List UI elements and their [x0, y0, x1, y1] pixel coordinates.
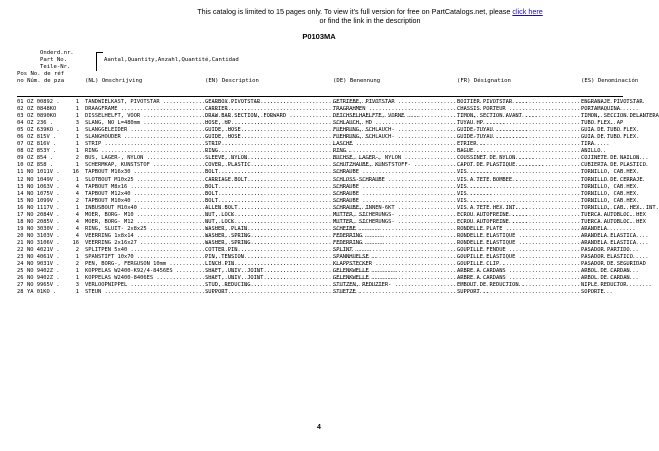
- table-row: [17, 190, 640, 198]
- cell-fr: VIS A TETE HEX INT. .....: [457, 205, 579, 212]
- cell-de: GELENKWELLE .....: [333, 275, 455, 282]
- table-row: [17, 226, 627, 233]
- table-row: [17, 246, 630, 254]
- cell-nl: MOER, BORG- M10 .....: [85, 212, 203, 219]
- table-row: [17, 211, 646, 219]
- cell-qty: 1: [75, 162, 79, 169]
- cell-no: OZ 854 .: [27, 155, 53, 162]
- cell-fr: GUIDE-TUYAU .....: [457, 127, 579, 134]
- cell-qty: 2: [75, 197, 79, 204]
- cell-nl: MOER, BORG- M12 .....: [85, 219, 203, 226]
- cell-fr: ECROU AUTOFREINE .....: [457, 219, 579, 226]
- cell-qty: 1: [75, 113, 79, 120]
- cell-qty: 4: [75, 211, 79, 218]
- cell-pos: 21: [17, 239, 24, 246]
- cell-en: BOLT .....: [205, 184, 331, 191]
- cell-en: COVER, PLASTIC .....: [205, 162, 331, 169]
- cell-en: NUT, LOCK .....: [205, 212, 331, 219]
- cell-pos: 11: [17, 169, 24, 176]
- cell-es: GUIA DE TUBO FLEX.: [581, 134, 640, 141]
- cell-no: NO 1049V .: [27, 176, 60, 183]
- cell-nl: TAPBOUT M10x40 .....: [85, 198, 203, 205]
- table-row: [17, 99, 643, 106]
- cell-de: GELENKWELLE .....: [333, 268, 455, 275]
- cell-de: FEDERRING .....: [333, 233, 455, 240]
- cell-no: NO 1011V .: [27, 169, 60, 176]
- cell-en: CARRIER .....: [205, 106, 331, 113]
- cell-es: ARANDELA: [581, 225, 607, 232]
- cell-en: SHAFT, UNIV. JOINT .....: [205, 275, 331, 282]
- cell-nl: VEERRING 2x16x27 .....: [85, 240, 203, 247]
- cell-qty: 1: [75, 204, 79, 211]
- cell-fr: ARBRE A CARDANS .....: [457, 275, 579, 282]
- quantity-header: Aantal,Quantity,Anzahl,Quantité,Cantidad: [104, 57, 239, 63]
- cell-nl: PEN, BORG-, FERGUSON 10mm .....: [85, 261, 203, 268]
- cell-nl: STRIP .....: [85, 141, 203, 148]
- cell-qty: 1: [75, 106, 79, 113]
- table-row: [17, 254, 633, 261]
- cell-fr: GOUPILLE FENDUE .....: [457, 247, 579, 254]
- cell-de: SCHRAUBE .....: [333, 198, 455, 205]
- column-header-es: (ES) Denominación: [581, 78, 639, 84]
- cell-pos: 18: [17, 218, 24, 225]
- table-row: [17, 127, 640, 134]
- cell-en: SHAFT, UNIV. JOINT .....: [205, 268, 331, 275]
- cell-de: FUEHRUNG, SCHLAUCH- .....: [333, 134, 455, 141]
- page-number: 4: [317, 424, 321, 431]
- cell-fr: VIS .....: [457, 169, 579, 176]
- cell-es: TORNILLO, CAB.HEX.: [581, 183, 640, 190]
- cell-nl: DISSELHELFT, VOOR .....: [85, 113, 203, 120]
- cell-de: KLAPPSTECKER .....: [333, 261, 455, 268]
- cell-nl: SLOTBOUT M10x25 .....: [85, 177, 203, 184]
- table-row: [17, 162, 646, 169]
- cell-es: TORNILLO, CAB.HEX.: [581, 169, 640, 176]
- cell-en: HOSE, HP .....: [205, 120, 331, 127]
- cell-pos: 12: [17, 176, 24, 183]
- cell-qty: 1: [75, 176, 79, 183]
- cell-es: TORNILLO DE CERRAJE: [581, 176, 643, 183]
- cell-es: SOPORTE: [581, 289, 604, 296]
- cell-fr: GOUPILLE ELASTIQUE .....: [457, 254, 579, 261]
- header-label-5: no Núm. de pza: [17, 78, 65, 84]
- cell-no: NO 9965V .: [27, 282, 60, 289]
- cell-no: OZ 816V .: [27, 141, 57, 148]
- cell-en: COTTER PIN .....: [205, 247, 331, 254]
- cell-pos: 03: [17, 113, 24, 120]
- cell-en: GEARBOX PIVOTSTAR .....: [205, 99, 331, 106]
- cell-qty: 4: [75, 225, 79, 232]
- cell-en: RING .....: [205, 148, 331, 155]
- cell-qty: 2: [75, 261, 79, 268]
- cell-en: BOLT .....: [205, 198, 331, 205]
- cell-pos: 04: [17, 120, 24, 127]
- cell-nl: SCHERMKAP, KUNSTSTOF .....: [85, 162, 203, 169]
- table-row: [17, 218, 646, 226]
- parts-table: [17, 99, 659, 296]
- cell-es: TIRA: [581, 141, 594, 148]
- table-row: [17, 289, 627, 296]
- table-row: [17, 268, 630, 275]
- cell-pos: 10: [17, 162, 24, 169]
- table-row: [17, 148, 627, 155]
- cell-no: OZ 815V .: [27, 134, 57, 141]
- table-row: [17, 183, 640, 191]
- cell-de: SCHLAUCH, HD .....: [333, 120, 455, 127]
- column-header-nl: (NL) Omschrijving: [85, 78, 143, 84]
- cell-nl: SLANGGELEIDER .....: [85, 127, 203, 134]
- cell-qty: 2: [75, 155, 79, 162]
- cell-pos: 27: [17, 282, 24, 289]
- cell-qty: 1: [75, 99, 79, 105]
- cell-pos: 19: [17, 225, 24, 232]
- cell-no: NO 3106V .: [27, 239, 60, 246]
- cell-fr: SUPPORT .....: [457, 289, 579, 296]
- cell-pos: 14: [17, 190, 24, 197]
- table-row: [17, 232, 637, 240]
- cell-no: NO 3103V .: [27, 232, 60, 239]
- cell-nl: SPLITPEN 5x40 .....: [85, 247, 203, 254]
- cell-qty: 2: [75, 246, 79, 253]
- cell-de: STUETZE .....: [333, 289, 455, 296]
- cell-pos: 07: [17, 141, 24, 148]
- cell-nl: TAPBOUT M16x30 .....: [85, 169, 203, 176]
- cell-qty: 4: [75, 183, 79, 190]
- cell-en: LINCH PIN .....: [205, 261, 331, 268]
- cell-pos: 02: [17, 106, 24, 113]
- cell-no: OZ 0890KO: [27, 113, 57, 120]
- cell-en: SUPPORT .....: [205, 289, 331, 296]
- cell-de: SPLINT .....: [333, 247, 455, 254]
- cell-de: GETRIEBE, PIVOTSTAR .....: [333, 99, 455, 106]
- cell-es: ANILLO: [581, 148, 601, 155]
- cell-nl: BUS, LAGER-, NYLON .....: [85, 155, 203, 162]
- cell-fr: CHASSIS PORTEUR .....: [457, 106, 579, 113]
- cell-fr: BOITIER PIVOTSTAR .....: [457, 99, 579, 106]
- cell-nl: INBUSBOUT M10x40 .....: [85, 205, 203, 212]
- cell-de: SCHRAUBE .....: [333, 184, 455, 191]
- cell-pos: 16: [17, 204, 24, 211]
- cell-de: SCHRAUBE .....: [333, 169, 455, 176]
- cell-fr: BAGUE .....: [457, 148, 579, 155]
- cell-no: NO 1063V .: [27, 183, 60, 190]
- cell-no: NO 1099V .: [27, 197, 60, 204]
- cell-es: ARBOL DE CARDAN: [581, 268, 630, 275]
- cell-en: BOLT .....: [205, 169, 331, 176]
- cell-es: TIMON, SECCION DELANTERA: [581, 113, 659, 120]
- cell-no: NO 3030V .: [27, 225, 60, 232]
- cell-de: BUCHSE, LAGER-, NYLON .....: [333, 155, 455, 162]
- cell-qty: 1: [75, 127, 79, 134]
- cell-en: GUIDE, HOSE .....: [205, 134, 331, 141]
- cell-no: NO 2084V .: [27, 211, 60, 218]
- quantity-bracket: [96, 52, 103, 71]
- cell-fr: TIMON, SECTION AVANT .....: [457, 113, 579, 120]
- cell-qty: 3: [75, 120, 79, 127]
- cell-de: SCHLOSS-SCHRAUBE .....: [333, 177, 455, 184]
- cell-pos: 05: [17, 127, 24, 134]
- cell-es: TUERCA AUTOBLOC. HEX: [581, 218, 646, 225]
- cell-no: NO 4061V .: [27, 254, 60, 261]
- cell-pos: 17: [17, 211, 24, 218]
- cell-es: PASADOR DE SEGURIDAD: [581, 261, 646, 268]
- cell-en: STUD, REDUCING .....: [205, 282, 331, 289]
- cell-en: WASHER, PLAIN .....: [205, 226, 331, 233]
- cell-pos: 26: [17, 275, 24, 282]
- cell-pos: 15: [17, 197, 24, 204]
- cell-qty: 1: [75, 254, 79, 261]
- cell-qty: 3: [75, 282, 79, 289]
- cell-es: PORTAMAQUINA: [581, 106, 620, 113]
- cell-nl: TAPBOUT M8x16 .....: [85, 184, 203, 191]
- table-row: [17, 113, 659, 120]
- table-row: [17, 239, 637, 247]
- cell-pos: 20: [17, 232, 24, 239]
- cell-de: FEDERRING .....: [333, 240, 455, 247]
- cell-en: PIN, TENSION .....: [205, 254, 331, 261]
- table-row: [17, 282, 627, 289]
- cell-es: GUIA DE TUBO FLEX.: [581, 127, 640, 134]
- cell-en: GUIDE, HOSE .....: [205, 127, 331, 134]
- cell-fr: GOUPILLE CLIP .....: [457, 261, 579, 268]
- cell-de: MUTTER, SICHERUNGS- .....: [333, 219, 455, 226]
- cell-qty: 1: [75, 289, 79, 296]
- cell-no: NO 1117V .: [27, 204, 60, 211]
- cell-fr: TUYAU HP .....: [457, 120, 579, 127]
- cell-es: TORNILLO, CAB.HEX.: [581, 190, 640, 197]
- cell-no: YA 01KO .: [27, 289, 57, 296]
- cell-en: WASHER, SPRING .....: [205, 233, 331, 240]
- table-row: [17, 275, 630, 282]
- cell-pos: 13: [17, 183, 24, 190]
- cell-fr: VIS .....: [457, 191, 579, 198]
- cell-fr: GUIDE-TUYAU .....: [457, 134, 579, 141]
- trial-banner-text: This catalog is limited to 15 pages only. To view it's full version for free on PartCatalogs.net, please: [197, 7, 511, 16]
- cell-fr: RONDELLE ELASTIQUE .....: [457, 233, 579, 240]
- cell-nl: DRAAGFRAME .....: [85, 106, 203, 113]
- cell-no: OZ 853Y .: [27, 148, 57, 155]
- cell-qty: 1: [75, 148, 79, 155]
- cell-qty: 1: [75, 141, 79, 148]
- cell-de: SPANNHUELSE .....: [333, 254, 455, 261]
- table-row: [17, 155, 640, 162]
- cell-qty: 4: [75, 190, 79, 197]
- cell-de: SCHRAUBE .....: [333, 191, 455, 198]
- cell-en: CARRIAGE BOLT .....: [205, 177, 331, 184]
- table-row: [17, 134, 640, 141]
- cell-nl: VEERRING 1x8x14 .....: [85, 233, 203, 240]
- cell-de: MUTTER, SICHERUNGS- .....: [333, 212, 455, 219]
- cell-de: SCHRAUBE, INNEN-6KT .....: [333, 205, 455, 212]
- cell-de: SCHEIBE .....: [333, 226, 455, 233]
- column-header-de: (DE) Benennung: [333, 78, 381, 84]
- table-row: [17, 197, 640, 205]
- cell-no: NO 2085V .: [27, 218, 60, 225]
- trial-banner-line2: or find the link in the description: [319, 16, 421, 25]
- catalog-code: P0103MA: [302, 32, 336, 41]
- cell-fr: VIS .....: [457, 184, 579, 191]
- cell-en: WASHER, SPRING .....: [205, 240, 331, 247]
- cell-qty: 16: [72, 169, 79, 176]
- cell-es: TUERCA AUTOBLOC. HEX: [581, 211, 646, 218]
- cell-de: RING .....: [333, 148, 455, 155]
- cell-fr: EMBOUT DE REDUCTION .....: [457, 282, 579, 289]
- cell-en: SLEEVE, NYLON .....: [205, 155, 331, 162]
- cell-fr: CAPOT DE PLASTIQUE .....: [457, 162, 579, 169]
- cell-qty: 16: [72, 239, 79, 246]
- header-label-4: Pos No. de réf: [17, 71, 65, 77]
- cell-nl: TAPBOUT M12x40 .....: [85, 191, 203, 198]
- table-row: [17, 106, 627, 113]
- cell-pos: 25: [17, 268, 24, 275]
- header-divider: [17, 96, 623, 97]
- header-label-2: Part No.: [40, 57, 67, 63]
- cell-nl: SLANG, NO L=480mm .....: [85, 120, 203, 127]
- cell-pos: 09: [17, 155, 24, 162]
- cell-nl: KOPPELAS W2400-K92/4-8456ES .....: [85, 268, 203, 275]
- cell-pos: 23: [17, 254, 24, 261]
- cell-fr: COUSSINET DE NYLON .....: [457, 155, 579, 162]
- cell-no: OZ 858 .: [27, 162, 53, 169]
- cell-nl: SLANGHOUDER .....: [85, 134, 203, 141]
- header-label-1: Onderd.nr.: [40, 50, 74, 56]
- cell-de: TRAGRAHMEN .....: [333, 106, 455, 113]
- cell-nl: RING .....: [85, 148, 203, 155]
- cell-es: NIPLE REDUCTOR: [581, 282, 627, 289]
- cell-qty: 1: [75, 268, 79, 275]
- cell-nl: VERLOOPNIPPEL .....: [85, 282, 203, 289]
- cell-fr: ARBRE A CARDANS .....: [457, 268, 579, 275]
- cell-es: PASADOR PARTIDO: [581, 246, 630, 253]
- column-header-fr: (FR) Désignation: [457, 78, 511, 84]
- cell-pos: 06: [17, 134, 24, 141]
- cell-no: OZ 639KO .: [27, 127, 60, 134]
- trial-banner: [130, 7, 610, 16]
- cell-de: SCHUTZHAUBE, KUNSTSTOFF- .....: [333, 162, 455, 169]
- header-label-3: Teile-Nr.: [40, 64, 71, 70]
- cell-nl: STEUN .....: [85, 289, 203, 296]
- cell-es: ARANDELA ELASTICA: [581, 232, 637, 239]
- click-here-link[interactable]: click here: [512, 7, 543, 16]
- cell-de: LASCHE .....: [333, 141, 455, 148]
- cell-no: OZ 236 .: [27, 120, 53, 127]
- cell-es: ENGRANAJE PIVOTSTAR: [581, 99, 643, 105]
- table-row: [17, 176, 643, 184]
- cell-es: CUBIERTA DE PLASTICO: [581, 162, 646, 169]
- cell-pos: 22: [17, 246, 24, 253]
- cell-fr: ETRIER .....: [457, 141, 579, 148]
- cell-de: FUEHRUNG, SCHLAUCH- .....: [333, 127, 455, 134]
- cell-es: ARANDELA ELASTICA: [581, 239, 637, 246]
- cell-no: OZ 00892 .: [27, 99, 60, 105]
- cell-en: DRAW BAR SECTION, FORWARD .....: [205, 113, 331, 120]
- table-row: [17, 261, 646, 268]
- cell-de: DEICHSELHAELFTE, VORNE .....: [333, 113, 455, 120]
- table-row: [17, 141, 627, 148]
- cell-en: STRIP .....: [205, 141, 331, 148]
- cell-qty: 1: [75, 134, 79, 141]
- cell-es: PASADOR ELASTICO: [581, 254, 633, 261]
- cell-es: TORNILLO, CAB.HEX.: [581, 197, 640, 204]
- cell-nl: RING, SLUIT- 2x8x25 .....: [85, 226, 203, 233]
- cell-es: TUBO FLEX. AP: [581, 120, 624, 127]
- cell-nl: TANDWIELKAST, PIVOTSTAR .....: [85, 99, 203, 106]
- cell-no: NO 4021V .: [27, 246, 60, 253]
- cell-pos: 28: [17, 289, 24, 296]
- cell-no: NO 9031V .: [27, 261, 60, 268]
- cell-es: ARBOL DE CARDAN: [581, 275, 630, 282]
- cell-qty: 4: [75, 232, 79, 239]
- cell-qty: 4: [75, 218, 79, 225]
- cell-fr: RONDELLE ELASTIQUE .....: [457, 240, 579, 247]
- cell-no: OZ 0848KO: [27, 106, 57, 113]
- table-row: [17, 169, 640, 176]
- cell-nl: SPANSTIFT 10x70 .....: [85, 254, 203, 261]
- cell-no: NO 9402Z .: [27, 275, 60, 282]
- cell-pos: 08: [17, 148, 24, 155]
- cell-es: TORNILLO, CAB. HEX. INT.: [581, 204, 659, 211]
- column-header-en: (EN) Description: [205, 78, 259, 84]
- table-row: [17, 120, 627, 127]
- table-row: [17, 204, 659, 212]
- cell-fr: VIS A TETE BOMBEE .....: [457, 177, 579, 184]
- cell-pos: 01: [17, 99, 24, 105]
- cell-no: NO 9402Z .: [27, 268, 60, 275]
- cell-en: BOLT .....: [205, 191, 331, 198]
- cell-en: NUT, LOCK .....: [205, 219, 331, 226]
- cell-fr: ECROU AUTOFREINE .....: [457, 212, 579, 219]
- cell-en: ALLEN BOLT .....: [205, 205, 331, 212]
- cell-fr: RONDELLE PLATE .....: [457, 226, 579, 233]
- cell-pos: 24: [17, 261, 24, 268]
- cell-no: NO 1075V .: [27, 190, 60, 197]
- cell-es: COJINETE DE NAILON: [581, 155, 640, 162]
- cell-fr: VIS .....: [457, 198, 579, 205]
- cell-nl: KOPPELAS W2400-8406ES .....: [85, 275, 203, 282]
- cell-qty: 1: [75, 275, 79, 282]
- cell-de: STUTZEN, REDUZIER- .....: [333, 282, 455, 289]
